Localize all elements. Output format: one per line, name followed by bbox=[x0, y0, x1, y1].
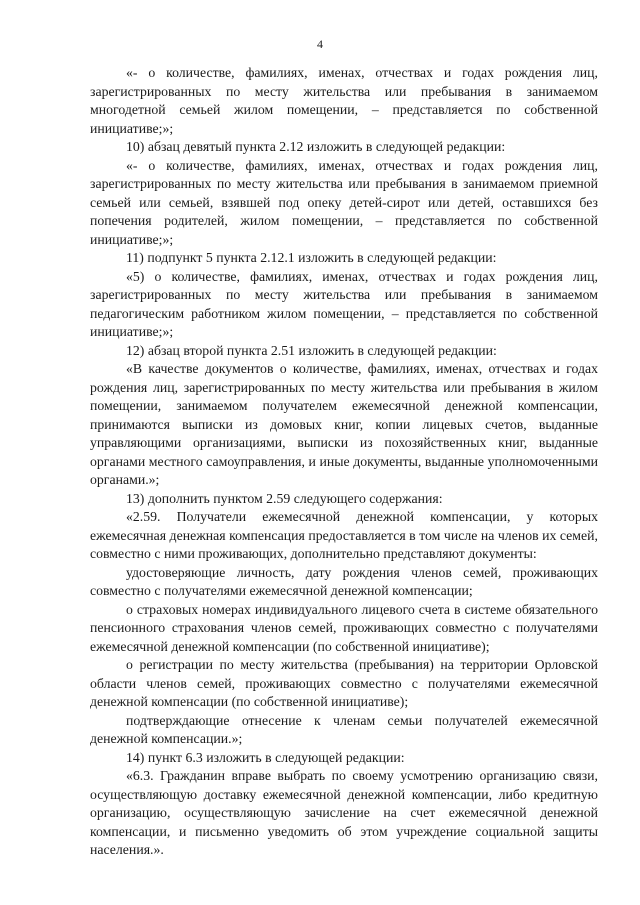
paragraph-8: 13) дополнить пунктом 2.59 следующего содержания: bbox=[126, 490, 443, 506]
paragraph-15: «6.3. Гражданин вправе выбрать по своему усмотрению организацию связи, осуществляющую доставку ежемесячной денежной компенсации, либо кредитную организацию, осуществляющую зачисление на счет ежемесячной денежной компенсации, и письменно уведомить об этом учреждение социальной защиты населения.». bbox=[90, 768, 598, 857]
paragraph-2: 10) абзац девятый пункта 2.12 изложить в следующей редакции: bbox=[126, 139, 506, 154]
paragraph-6: 12) абзац второй пункта 2.51 изложить в следующей редакции: bbox=[126, 342, 497, 358]
document-body bbox=[90, 64, 598, 860]
page-number: 4 bbox=[317, 37, 323, 51]
paragraph-9: «2.59. Получатели ежемесячной денежной компенсации, у которых ежемесячная денежная компенсация предоставляется в том числе на членов их семей, совместно с ними проживающих, дополнительно представляют документы: bbox=[90, 509, 598, 561]
paragraph-14: 14) пункт 6.3 изложить в следующей редакции: bbox=[126, 749, 405, 765]
paragraph-7: «В качестве документов о количестве, фамилиях, именах, отчествах и годах рождения лиц, зарегистрированных по месту жительства или пребывания в жилом помещении, занимаемом получателем ежемесячной денежной компенсации, принимаются выписки из домовых книг, копии лицевых счетов, выданные управляющими организациями, выписки из похозяйственных книг, выданные органами местного самоуправления, и иные документы, выданные уполномоченными органами.»; bbox=[90, 361, 598, 487]
paragraph-4: 11) подпункт 5 пункта 2.12.1 изложить в следующей редакции: bbox=[126, 250, 497, 265]
paragraph-1: «- о количестве, фамилиях, именах, отчествах и годах рождения лиц, зарегистрированных по месту жительства или пребывания в занимаемом многодетной семьей жилом помещении, – представляется по собственной инициативе;»; bbox=[90, 65, 598, 136]
paragraph-5: «5) о количестве, фамилиях, именах, отчествах и годах рождения лиц, зарегистрированных по месту жительства или пребывания в занимаемом педагогическим работником жилом помещении, – представляется по собственной инициативе;»; bbox=[90, 268, 598, 339]
paragraph-10: удостоверяющие личность, дату рождения членов семей, проживающих совместно с получателями ежемесячной денежной компенсации; bbox=[90, 564, 598, 598]
paragraph-12: о регистрации по месту жительства (пребывания) на территории Орловской области членов семей, проживающих совместно с получателями ежемесячной денежной компенсации (по собственной инициативе); bbox=[90, 657, 598, 709]
paragraph-11: о страховых номерах индивидуального лицевого счета в системе обязательного пенсионного страхования членов семей, проживающих совместно с получателями ежемесячной денежной компенсации (по собственной инициативе); bbox=[90, 601, 598, 654]
paragraph-13: подтверждающие отнесение к членам семьи получателей ежемесячной денежной компенсации.»; bbox=[90, 712, 598, 746]
paragraph-3: «- о количестве, фамилиях, именах, отчествах и годах рождения лиц, зарегистрированных по месту жительства или пребывания в занимаемом приемной семьей или семьей, взявшей под опеку детей-сирот или детей, оставшихся без попечения родителей, жилом помещении, – представляется по собственной инициативе;»; bbox=[90, 157, 598, 247]
